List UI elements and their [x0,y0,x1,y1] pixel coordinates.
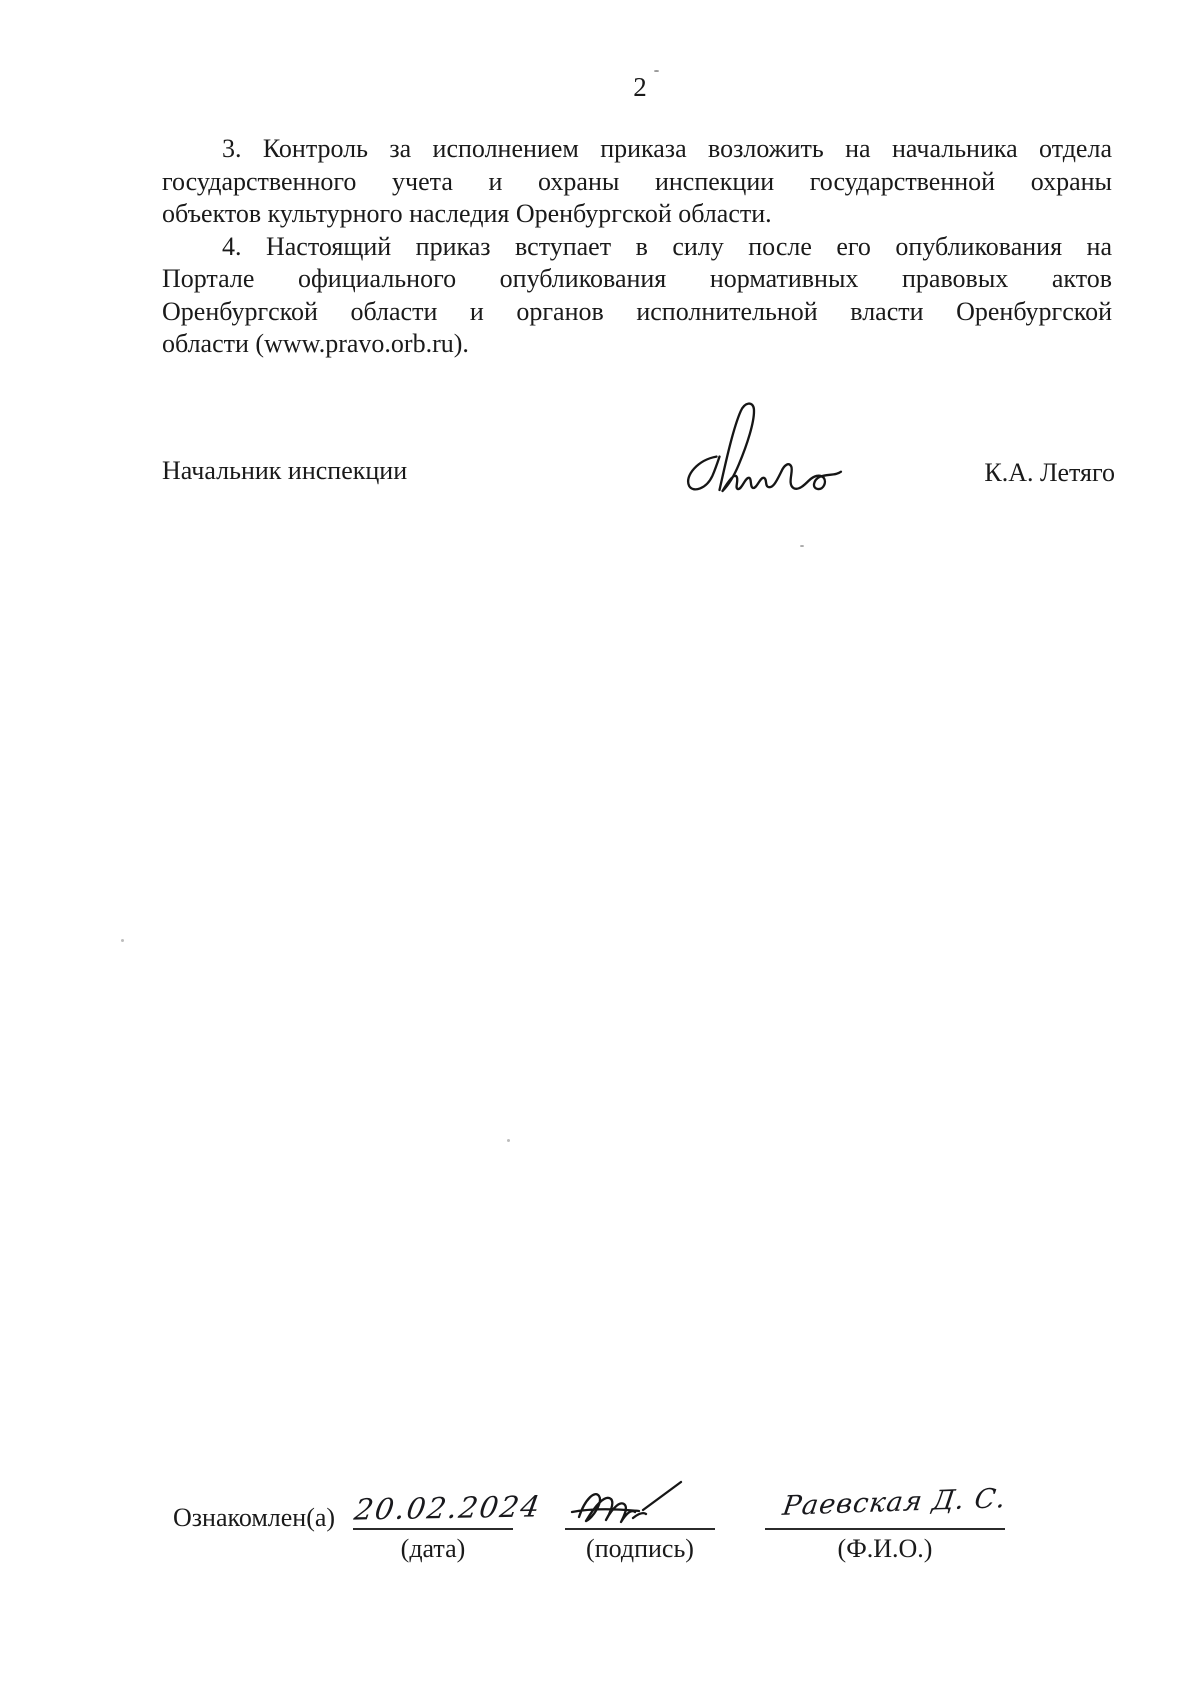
signature-underline [565,1528,715,1530]
order-body-text [162,133,1112,361]
paragraph-4-line: Портале официального опубликования нормативных правовых актов [162,264,1112,293]
handwritten-fio: Раевская Д. С. [780,1483,1009,1522]
signature-caption: (подпись) [586,1534,694,1563]
handwritten-signature-letyago-icon [676,400,848,498]
paragraph-3-line: государственного учета и охраны инспекции государственной охраны [162,166,1112,196]
paragraph-4-line: Оренбургской области и органов исполнительной власти Оренбургской [162,296,1112,326]
paragraph-4-line: области (www.pravo.orb.ru). [162,329,469,358]
scan-speck [800,545,804,547]
fio-caption: (Ф.И.О.) [837,1534,933,1563]
paragraph-4-line: 4. Настоящий приказ вступает в силу после его опубликования на [222,231,1112,261]
paragraph-3-line: объектов культурного наследия Оренбургской области. [162,199,772,228]
date-caption: (дата) [400,1534,466,1563]
page-number: 2 [633,72,647,102]
position-title: Начальник инспекции [162,456,408,485]
paragraph-3-line: 3. Контроль за исполнением приказа возложить на начальника отдела [222,134,1112,163]
fio-underline [765,1528,1005,1530]
handwritten-date: 20.02.2024 [351,1489,544,1527]
signer-name: К.А. Летяго [984,458,1115,487]
date-underline [353,1528,513,1530]
scan-speck [507,1139,510,1142]
handwritten-signature-icon [563,1477,733,1532]
acknowledgment-label: Ознакомлен(а) [173,1503,336,1532]
scan-speck [654,70,659,72]
scan-speck [121,939,124,942]
